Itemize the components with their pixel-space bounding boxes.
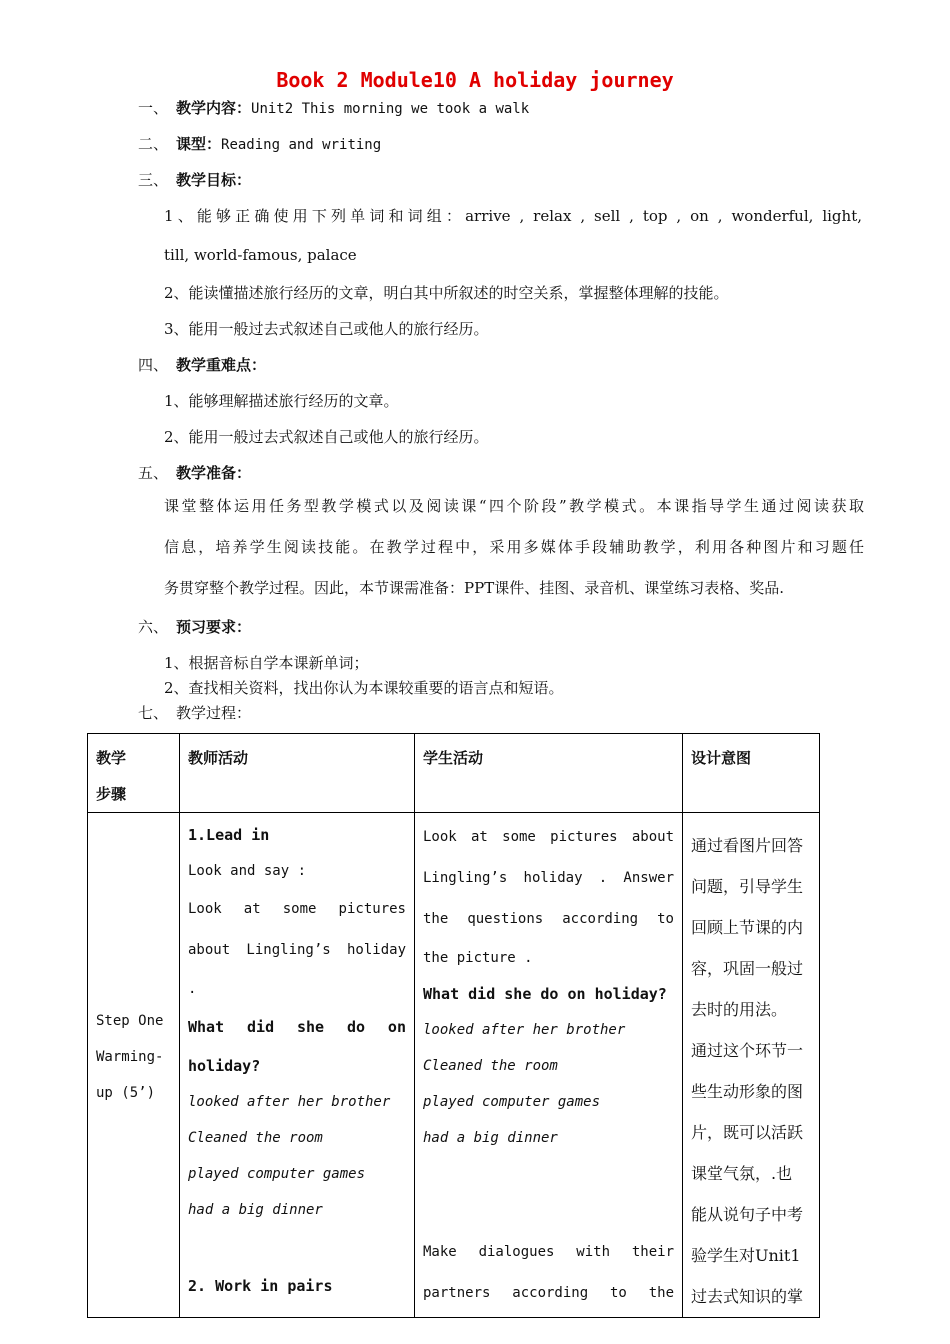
step-cell xyxy=(88,813,180,1318)
answer-line: played computer games xyxy=(423,1094,601,1110)
section-4 xyxy=(138,354,266,375)
question-line: What did she do on xyxy=(188,1018,406,1036)
step-line: Warming- xyxy=(96,1049,164,1065)
activity-line: about Lingling’s holiday xyxy=(188,942,406,958)
objective-item: till, world-famous, palace xyxy=(164,246,357,264)
paragraph-line: 课堂整体运用任务型教学模式以及阅读课“四个阶段”教学模式。本课指导学生通过阅读获取 xyxy=(164,497,864,515)
section-value: Reading and writing xyxy=(221,137,382,153)
section-label: 教学准备： xyxy=(176,464,252,482)
intent-line: 过去式知识的掌 xyxy=(691,1287,804,1306)
header-step: 教学 步骤 xyxy=(88,734,180,813)
activity-line: Make dialogues with their xyxy=(423,1244,674,1260)
paragraph-line: 信息，培养学生阅读技能。在教学过程中，采用多媒体手段辅助教学，利用各种图片和习题任 xyxy=(164,538,864,556)
section-6 xyxy=(138,616,251,637)
answer-line: Cleaned the room xyxy=(423,1058,558,1074)
intent-line: 容，巩固一般过 xyxy=(691,959,804,978)
section-1 xyxy=(138,97,529,118)
activity-line: Look at some pictures xyxy=(188,901,406,917)
step-line: up (5’) xyxy=(96,1085,156,1101)
activity-line: partners according to the xyxy=(423,1285,674,1301)
activity-line: Look and say : xyxy=(188,863,307,879)
intent-line: 些生动形象的图 xyxy=(691,1082,804,1101)
preview-item: 2、查找相关资料，找出你认为本课较重要的语言点和短语。 xyxy=(164,679,564,697)
answer-line: looked after her brother xyxy=(188,1094,391,1110)
section-label: 教学重难点： xyxy=(176,356,267,374)
table-header-row xyxy=(88,734,820,813)
preparation-paragraph xyxy=(164,486,864,609)
activity-line: the questions according to xyxy=(423,911,674,927)
activity-line: the picture . xyxy=(423,950,533,966)
intent-line: 去时的用法。 xyxy=(691,1000,788,1019)
section-label: 教学内容： xyxy=(176,99,252,117)
section-5 xyxy=(138,462,251,483)
paragraph-line: 务贯穿整个教学过程。因此，本节课需准备：PPT课件、挂图、录音机、课堂练习表格、奖品. xyxy=(164,579,784,597)
objective-item: 1、能够正确使用下列单词和词组：arrive , relax , sell , top , on , wonderful, light, xyxy=(164,207,862,225)
design-intent-cell xyxy=(683,813,820,1318)
activity-heading: 1.Lead in xyxy=(188,826,270,844)
header-teacher-activity: 教师活动 xyxy=(180,734,415,813)
section-label: 课型： xyxy=(176,135,222,153)
intent-line: 课堂气氛，.也 xyxy=(691,1164,793,1183)
teaching-process-table xyxy=(87,733,820,1318)
section-3 xyxy=(138,169,251,190)
section-value: Unit2 This morning we took a walk xyxy=(251,101,530,117)
section-number: 四、 xyxy=(138,356,169,374)
answer-line: looked after her brother xyxy=(423,1022,626,1038)
section-number: 一、 xyxy=(138,99,169,117)
intent-line: 验学生对Unit1 xyxy=(691,1246,801,1265)
preview-item: 1、根据音标自学本课新单词； xyxy=(164,654,369,672)
objective-item: 3、能用一般过去式叙述自己或他人的旅行经历。 xyxy=(164,320,489,338)
teacher-activity-cell xyxy=(180,813,415,1318)
section-label: 预习要求： xyxy=(176,618,252,636)
question-line: What did she do on holiday? xyxy=(423,985,667,1003)
answer-line: Cleaned the room xyxy=(188,1130,323,1146)
table-row xyxy=(88,813,820,1318)
intent-line: 问题，引导学生 xyxy=(691,877,804,896)
activity-line: . xyxy=(188,981,197,997)
key-point-item: 1、能够理解描述旅行经历的文章。 xyxy=(164,392,399,410)
objective-item: 2、能读懂描述旅行经历的文章，明白其中所叙述的时空关系，掌握整体理解的技能。 xyxy=(164,284,729,302)
intent-line: 通过看图片回答 xyxy=(691,836,804,855)
answer-line: had a big dinner xyxy=(188,1202,323,1218)
section-number: 六、 xyxy=(138,618,169,636)
section-number: 五、 xyxy=(138,464,169,482)
section-label: 教学过程： xyxy=(176,704,252,722)
activity-line: Look at some pictures about xyxy=(423,829,674,845)
intent-line: 回顾上节课的内 xyxy=(691,918,804,937)
activity-heading: 2. Work in pairs xyxy=(188,1277,333,1295)
question-line: holiday? xyxy=(188,1057,261,1075)
answer-line: played computer games xyxy=(188,1166,366,1182)
header-design-intent: 设计意图 xyxy=(683,734,820,813)
intent-line: 通过这个环节一 xyxy=(691,1041,804,1060)
header-student-activity: 学生活动 xyxy=(415,734,683,813)
activity-line: Lingling’s holiday . Answer xyxy=(423,870,674,886)
section-number: 七、 xyxy=(138,704,169,722)
step-line: Step One xyxy=(96,1013,164,1029)
section-7 xyxy=(138,702,251,723)
answer-line: had a big dinner xyxy=(423,1130,558,1146)
key-point-item: 2、能用一般过去式叙述自己或他人的旅行经历。 xyxy=(164,428,489,446)
section-label: 教学目标： xyxy=(176,171,252,189)
student-activity-cell xyxy=(415,813,683,1318)
section-2 xyxy=(138,133,381,154)
section-number: 三、 xyxy=(138,171,169,189)
section-number: 二、 xyxy=(138,135,169,153)
intent-line: 能从说句子中考 xyxy=(691,1205,804,1224)
intent-line: 片，既可以活跃 xyxy=(691,1123,804,1142)
document-title: Book 2 Module10 A holiday journey xyxy=(276,68,674,92)
